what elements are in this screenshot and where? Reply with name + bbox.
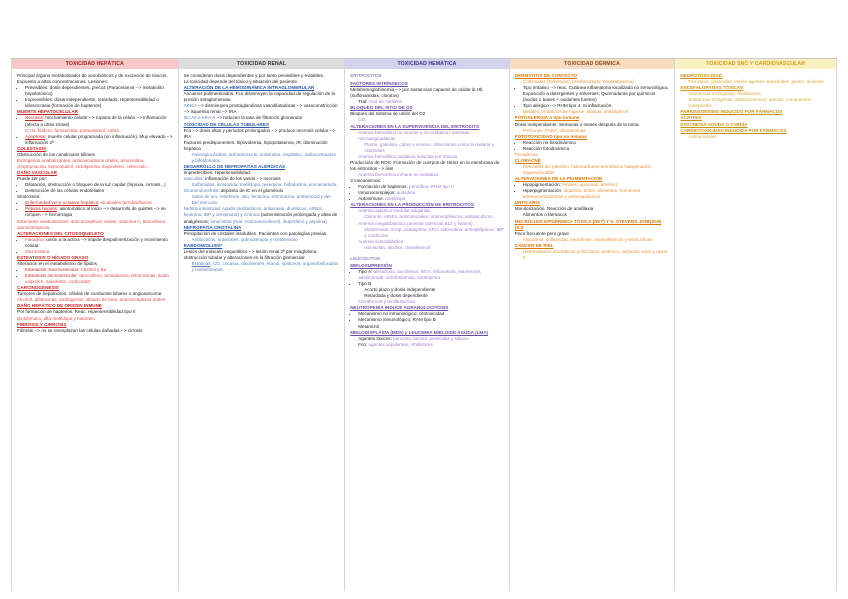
der-contacto-causes: Corticoides (Dobetaso), prednicarbato, betametasona) <box>522 79 634 85</box>
header-snc: TOXICIDAD SNC Y CARDIOVASCULAR <box>675 59 836 69</box>
hep-colestasis-text: Obstrucción de los canalículos biliares <box>17 151 96 157</box>
hem-mds-item: Agentes tóxicos: benceno, benzol, pesticidas y tabaco <box>358 335 469 341</box>
hem-superv-item: Anemia hemolítica oxidativa inducida por tóxicos <box>358 153 458 159</box>
hem-mielo-item: • Tipo B <box>358 281 504 287</box>
der-urticaria-title: URTICARIA <box>514 200 541 206</box>
hem-superv-item: Plomo, gasolina, cobre y veneno. Infecciones como la malaria y clostridios. <box>364 141 494 153</box>
ren-tubular-title: TOXICIDAD DE CÉLULAS TUBULARES <box>183 121 270 127</box>
hep-colestasis-causes: Estrógenos anabolizantes, anticonceptivos orales, amoxicilina, clorpromacina, ketoconazol, ciclosporina, ibuprofeno, celecoxib... <box>17 157 150 169</box>
hep-citoesq-item: • Faloidina: unión a la actina --> impide despolimerización y movimiento celular. <box>25 237 173 249</box>
header-hematica: TOXICIDAD HEMÁTICA <box>345 59 509 69</box>
ren-alergica-text: Impredecibles. Hipersensibilidad. <box>183 170 252 175</box>
hem-mds-title: MIELODISPLASIA (MDS) y LEUCEMIA MIELOIDE AGUDA (LMA) <box>350 329 489 335</box>
hem-prod-item: Metotrexato, 6-mp, azatioprina, 5FU, zidovudina, antiepilépticos, IBP y colchicina <box>364 226 504 238</box>
hep-graso-item: • Esteatosis microvesicular: tamoxifeno, amiodarona, tetraciclinas, ácido valproico, salicilatos, corticoides <box>25 273 173 285</box>
header-dermica: TOXICIDAD DÉRMICA <box>510 59 675 69</box>
der-pigment-title: ALTERACIONES DE LA PIGMENTACIÓN <box>514 176 603 182</box>
ren-tubular-causes: Aminoglucósidos, anfotericina B, antivirales, cisplatino, radiocontrastes y bifosfonatos <box>191 151 336 163</box>
hem-superv-text: Producción de ROS. Formación de cuerpos de Heinz en la membrana de los eritrocitos --> lisis <box>350 159 500 171</box>
hem-mech-item: • Autoinmune: metildopa <box>358 196 504 202</box>
hem-agranulo-item: • Mecanismo inmunológico: RAM tipo B <box>358 317 504 323</box>
hep-intro: Principal órgano metabolizador de xenobióticos y de excreción de tóxicos. Expuesto a altas concentraciones. Lesiones: <box>17 73 168 85</box>
hep-carcino-title: CARCINOGÉNESIS <box>17 285 59 291</box>
hem-prod-title: ALTERACIONES EN LA PRODUCCIÓN DE ERITROCITOS <box>350 202 474 208</box>
hep-vascular-item: • Dilatación, obstrucción o bloqueo de la luz capilar (hipoxia, cirrosis...) <box>25 182 173 188</box>
hep-graso-title: ESTEATOSIS O HÍGADO GRASO <box>17 254 89 260</box>
hem-o2-text: Bloqueo del sistema de unión del O2 <box>350 111 426 117</box>
column-snc <box>675 59 837 591</box>
snc-acatisia-title: ACATISIA <box>680 115 702 121</box>
header-renal: TOXICIDAD RENAL <box>179 59 345 69</box>
hem-prod-item: Anemia sideroblástica <box>358 238 404 244</box>
hep-graso-text: Alteración en el metabolismo de lípidos <box>17 260 97 266</box>
hem-superv-item2: Anemia hemolítica inmune no oxidativa <box>358 172 439 177</box>
ren-vasculitis-causes: Sulfamidas, isoniazida, metildopa, reserpina, hidralazina, procainamida <box>191 182 337 188</box>
der-pigment-item: • Hipopigmentación: fenoles, quinonas, arsénico <box>523 182 670 188</box>
der-cancer-causes: Hidrocarburos aromáticos policíclicos, arsénico, radiación solar y rayos X <box>522 248 668 260</box>
hem-prod-item: Anemia aplásica medular adquirida <box>358 208 430 214</box>
ren-rabdo-causes: Estatinas, CO, cocaína, disolventes, etanol, opiáceos, organofosforados y biofosfonatos. <box>191 260 339 272</box>
ren-hemo-text: Ancianos polimedicados. Fco disminuyen la capacidad de regulación de la presión intraglomerular. <box>183 91 336 103</box>
snc-encef-causes2: Sustancias Exógenas: antibacterianos, plantas, compuestos industriales <box>688 97 811 109</box>
ren-hemo-item: AINEs --> disminuyen prostaglandinas vasodilatadoras --> vasoconstricción --> isquemia renal --> IRA <box>183 103 338 115</box>
hep-intro-item: • Imprevisibles: dosis independiente, retardado. Hipersensibilidad o idiosincrasia (formación de haptenos) <box>25 97 173 109</box>
hep-intro-item: • Previsibles: dosis dependientes, precoz (Paracetamol --> metabolito hepatotóxico) <box>25 85 173 97</box>
hem-o2-cause: CO <box>358 117 366 123</box>
hem-mech-item: • Inmunocomplejos: quinidina <box>358 190 504 196</box>
snc-disc-title: DISCINESIA AGUDA O TARDÍA <box>680 121 748 127</box>
hem-heinz-trat: Trat: Azul de metileno <box>358 99 403 105</box>
column-renal <box>179 59 346 591</box>
hem-tipob-item: Acorto plazo y dosis independiente <box>364 287 436 293</box>
hep-colestasis-title: COLESTASIS <box>17 145 47 151</box>
der-net-causes: Alopurinol, sulfamidas, penicilinas, antiepilépticos y tetraciclinas <box>522 236 653 242</box>
hep-sindromes-label: Síndromes: <box>17 194 41 200</box>
hem-mech-item: • Formación de haptenos: penicilina. RHM tipo II <box>358 184 504 190</box>
column-hepatica <box>11 59 179 591</box>
ren-vasculitis: Vasculitis: inflamación de los vasos --> necrosis <box>183 176 281 182</box>
hep-necrosis-title: MUERTE HEPATOCELULAR <box>17 109 78 115</box>
summary-table <box>11 58 837 591</box>
hem-o2-title: BLOQUEO DEL SITIO DE O2 <box>350 105 413 111</box>
hep-inmune-text: Por formación de haptenos. Reac. Hipersensibilidad tipo II <box>17 309 136 315</box>
der-net-title: NECRÓLISIS EPIDÉRMICA TÓXICA (NET) Y S. STEVENS JOHNSON (SJ) <box>514 218 662 230</box>
hep-vascular-title: DAÑO VASCULAR <box>17 170 57 175</box>
der-fototox-item: • Reacción fotodinámica <box>523 146 670 152</box>
ren-rabdo-title: RABDOMIOLISIS* <box>183 242 223 248</box>
der-contacto-title: DERMATITIS DE CONTACTO <box>514 73 578 78</box>
hem-mielo-title: MIELOSUPRESIÓN <box>350 262 392 268</box>
snc-cardio-title: CARDIOTOXICIDAD INDUCIDA POR FÁRMACOS <box>680 127 787 133</box>
hem-agranulo-title: NEUTROPENIA INDUCE AGRANULOCITOSIS <box>350 305 449 311</box>
hem-prod-item: Anemia megaloblástica (anemia carencial B12 y folatos) <box>358 220 473 226</box>
der-fotoalergia-text: Dosis independiente. Semanas o meses después de la toma. <box>514 121 640 127</box>
hep-carcino-causes: Alcohol, aflatoxinas, andrógenos, dióxido de torio, anticonceptivos orales <box>17 297 166 303</box>
hem-tipob-item: Retardada y dosis dependiente <box>364 293 428 299</box>
ren-cristalina-causes: Antibióticos, antivirales, quimioterapia y metotrexato <box>191 236 298 242</box>
snc-neuro-title: NEUROTOXICIDAD <box>680 73 723 78</box>
snc-cardio-causes: Antitumorales <box>688 133 717 139</box>
hep-citoesq-item: • Microcistina <box>25 249 173 255</box>
hep-carcino-text: Tumores de hepatocitos, células de conductos biliares o angiosarcoma <box>17 291 162 297</box>
der-contacto-item: • Tipo irritativo --> reac. Cutánea inflamatoria localizada no inmunológica. Exposición a detergentes y solventes; Quemaduras por químicos (ácidos o bases + oxidantes fuertes) <box>523 85 670 103</box>
der-urticaria-text2: Alimentos o fármacos <box>522 212 567 218</box>
hem-heinz-title: FACTORES INTRÍNSECOS <box>350 81 408 87</box>
hem-superv-item: Anemia hemolítica no inmune y no oxidativa / anemias microangiopáticas <box>358 129 470 141</box>
hem-mds-item: Fco: agentes alquilantes, inhibidores <box>358 341 433 347</box>
ren-intro2: La toxicidad depende del tóxico y situación del paciente. <box>183 79 299 85</box>
hem-agranulo-item: • Mecanismo no inmunológico: citotoxicidad <box>358 311 504 317</box>
column-hematica <box>345 59 510 591</box>
column-dermica <box>510 59 676 591</box>
ren-intro: Se consideran dosis dependientes y por tanto previsibles y evitables. <box>183 73 325 78</box>
hem-leuco-title: LEUCOCITOS <box>350 255 380 261</box>
der-urticaria-text: Monitorización. Reacción de anafilaxia <box>514 206 594 212</box>
der-fototox-item: • Reacción no fotodinámica <box>523 140 670 146</box>
hem-heinz-text: Metahemoglobinemia --> por sustancias capaces de oxidar la Hb (sulfonamidas, cloratos) <box>350 87 483 99</box>
ren-glomerulo: Glomerulonefritis: depósito de IC en el glomérulo <box>183 188 284 194</box>
ren-glomerulo-causes: Sales de oro, interferón, litio, fenitoína, ertromicina, probenecid y der. Del mercurio <box>191 194 333 206</box>
ren-hemo-title: ALTERACIÓN DE LA HEMODINÁMICA INTRAGLOMERULAR <box>183 85 315 91</box>
hem-mech-text: 3 mecanismos: <box>350 178 382 184</box>
hep-fibrosis-text: Fibrosis --> no se reemplazan las células dañadas --> cirrosis <box>17 327 143 333</box>
ren-tubular-text: Fco --> dosis altas y periodos prolongados --> produce necrosis celular --> IRA <box>183 127 336 139</box>
der-fotoalergia-causes: Perfumes, PABA, nitrosaminas <box>522 127 586 133</box>
hep-inmune-title: DAÑO HEPÁTICO DE ORIGEN INMUNE <box>17 303 102 309</box>
hep-citoesq-title: ALTERACIONES DEL CITOESQUELETO <box>17 230 104 236</box>
hep-necrosis-causes: CCl4, fósforo, furosemida, paracetamol, cobre... <box>25 127 123 133</box>
der-fototox-cause: Psoralenos <box>514 151 538 157</box>
hem-eritro-title: ERITROCITOS <box>350 73 382 78</box>
hem-superv-title: ALTERACIONES EN LA SUPERVIVENCIA DEL ERITROCITO <box>350 123 480 129</box>
snc-encef-title: ENCEFALOPATÍAS TÓXICAS <box>680 85 744 91</box>
ren-cristalina-text: Precipitación de cristales insolubles. Pacientes con patologías previas. <box>183 230 328 236</box>
snc-parkinson-title: PARKINSONISMO INDUCIDO POR FÁRMACOS <box>680 109 783 115</box>
ren-hemo-item: IECAs o ARA-II --> reducen la tasa de filtración glomerular <box>183 115 303 121</box>
snc-neuro-causes: Fármacos, pesticidas, estrés agentes industriales, plomo, opioides <box>688 79 824 85</box>
hep-peliosis-causes: Esteroides anabolizantes, anticonceptivos orales, vitamina A, tamoxifeno, quimioterápicos... <box>17 218 167 230</box>
der-cloracne-title: CLORACNÉ <box>514 157 541 163</box>
hep-sindrome-item: • Peliosis hepatis: asintomático al inicio --> desarrollo de quistes --> se rompen --> hemorragia <box>25 206 173 218</box>
der-fototox-title: FOTOTOXICIDAD tipo no inmune <box>514 133 587 139</box>
ren-intersticial: Nefritis intersticial: Aguda (antibióticos, antivirales, diuréticos, AINEs, fenitoína, IBP y omeprazol) y Crónica (administración prolongada y altas de analgésicos; fenacetina (mat. Acetoaminofenol), ibuprofeno y aspirina) <box>183 206 338 224</box>
snc-encef-causes: Sustancias endógenas: fenilalanina <box>688 91 761 97</box>
ren-tubular-text2: Factores predisponentes: hipovolemia, hipopotasemia, IR, disminución hepática <box>183 139 328 151</box>
hep-apoptosis-item: • Apoptosis: muerte celular programada (no inflamación). Muy elevado --> inflamación 2ª <box>25 134 173 146</box>
hep-graso-item: • Esteatosis macrovesicular: Alcohol y Ba <box>25 267 173 273</box>
ren-cristalina-title: NEFROPATÍA CRISTALINA <box>183 224 242 230</box>
der-contacto-causes2: Metales, productos de higiene, plantas, antisépticos <box>522 109 629 115</box>
ren-alergica-title: DESARROLLO DE NEFROPATÍAS ALÉRGICAS <box>183 163 286 169</box>
der-fotoalergia-title: FOTOALERGIA o tipo inmune <box>514 115 580 121</box>
der-net-text: Poco frecuente pero grave <box>514 230 569 236</box>
hep-necrosis-item: • Necrosis: hinchamiento celular --> ruptura de la célula --> inflamación (afecta a otras zonas) <box>25 115 173 127</box>
hep-sindrome-item: • Enfermedad veno-oclusiva hepática: Alcaloides pirrolizidínicos <box>25 200 173 206</box>
hem-agranulo-cause: Metamizol <box>358 323 380 329</box>
der-contacto-item: • Tipo alérgico --> RHM tipo 4. Si inflamación. <box>523 103 670 109</box>
hem-mielo-item: • Tipo A: alecidrona, tacrólimus, MTX, lefunomida, etanercept, adalimumab, ciclofosfamida, azatioprina <box>358 269 504 281</box>
ren-rabdo-text: Lesión del músculo esquelético --> lesión renal 2ª por mioglobina, obstrucción tubular y alteraciones en la filtración glomerular. <box>183 248 318 260</box>
hep-fibrosis-title: FIBROSIS Y CIRROSIS <box>17 321 67 327</box>
der-cloracne-causes: Derivados del petróleo, hidrocarburos aromáticos halogenados, organoclorados <box>522 163 652 175</box>
hep-vascular-item: • Destrucción de las células endoteliales <box>25 188 173 194</box>
hep-inmune-causes: Diclofenaco, alfa-metildopa y halotano <box>17 315 95 321</box>
hem-tipob-causes: Clorafenicol y fenilbutazona <box>358 299 415 305</box>
hep-vascular-text: Puede ser por: <box>17 176 48 182</box>
der-cancer-title: CÁNCER DE PIEL <box>514 242 554 248</box>
der-pigment-item: • Hiperpigmentación: alquitrán, tintes, alimentos, hormonas adrenocorticótropas y antineoplásicos <box>523 188 670 200</box>
header-hepatica: TOXICIDAD HEPÁTICA <box>12 59 178 69</box>
hem-prod-item: Isoniazida, alcohol, cloranfenicol <box>364 244 431 250</box>
hem-prod-item: Cloruros, AINEs, anticomiciales, antineoplásicos, antipsicóticos <box>364 214 493 220</box>
